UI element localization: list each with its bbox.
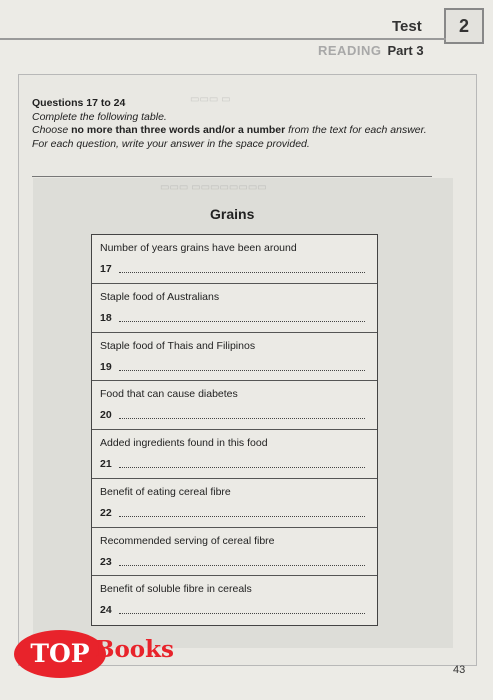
row-label: Number of years grains have been around [100,242,297,254]
table-row [92,528,377,577]
test-number-box: 2 [444,8,484,44]
topbooks-logo-text: Books [95,636,175,663]
question-number: 19 [100,360,112,373]
table-row [92,235,377,284]
instruction-text: from the text for each answer. [285,124,427,136]
questions-heading: Questions 17 to 24 [32,97,126,109]
table-row [92,381,377,430]
answer-line[interactable] [119,516,365,517]
question-number: 18 [100,311,112,324]
question-number: 20 [100,409,112,422]
show-through-text: ▭▭▭ ▭▭▭▭▭▭▭▭ [160,182,267,193]
table-title: Grains [210,206,255,222]
section-part: Part 3 [387,43,424,58]
instruction-line [32,124,452,138]
answer-line[interactable] [119,467,365,468]
row-label: Recommended serving of cereal fibre [100,534,275,547]
table-row [92,333,377,382]
answer-line[interactable] [119,418,365,419]
instructions [32,97,452,151]
answer-line[interactable] [119,370,365,371]
table-row [92,479,377,528]
test-label: Test [392,18,422,35]
question-number: 21 [100,458,112,470]
answer-line[interactable] [119,272,365,273]
instruction-text: Choose [32,124,72,136]
row-label: Staple food of Australians [100,290,220,303]
instruction-emphasis: no more than three words and/or a number [71,124,286,136]
instruction-line: Complete the following table. [32,110,167,123]
row-label: Benefit of eating cereal fibre [100,485,231,498]
answer-line[interactable] [119,321,365,322]
page-number: 43 [453,664,466,676]
section-reading: READING [318,43,382,58]
question-number: 22 [100,506,112,519]
answer-line[interactable] [119,613,365,614]
question-number: 17 [100,263,112,275]
question-number: 24 [100,604,112,617]
header-rule [0,38,446,40]
row-label: Food that can cause diabetes [100,388,238,401]
section-heading [318,43,424,58]
row-label: Benefit of soluble fibre in cereals [100,583,252,596]
instruction-line: For each question, write your answer in the space provided. [32,137,310,150]
table-row [92,284,377,333]
question-number: 23 [100,555,112,568]
answer-line[interactable] [119,565,365,566]
row-label: Staple food of Thais and Filipinos [100,339,256,352]
instructions-rule [32,176,432,177]
table-row [92,430,377,479]
answer-table [91,234,378,626]
row-label: Added ingredients found in this food [100,437,268,449]
show-through-text: ▭▭▭ ▭ [190,94,231,105]
topbooks-logo: TOP [14,630,106,678]
table-row [92,576,377,625]
